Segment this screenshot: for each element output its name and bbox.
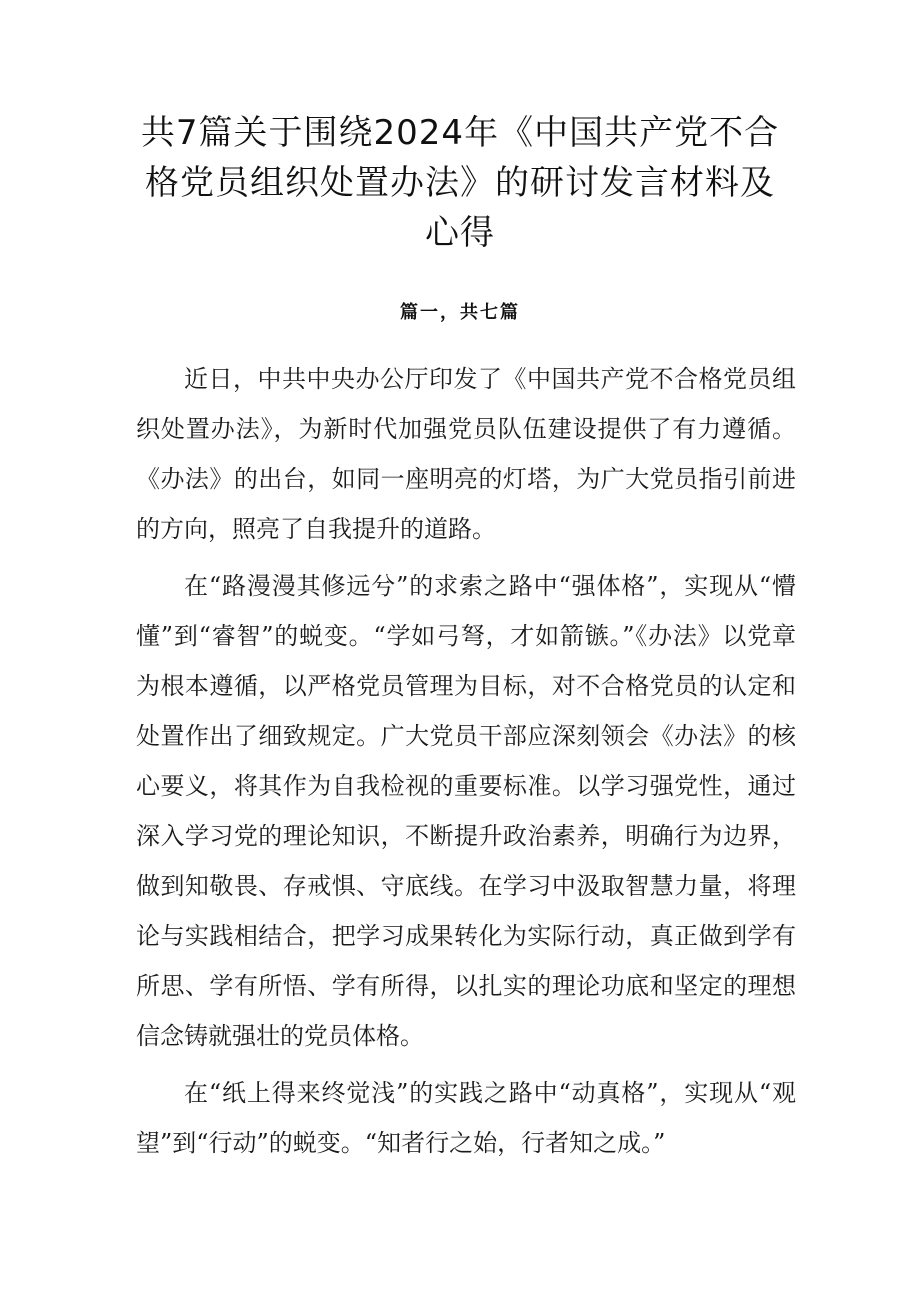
paragraph-3: 在“纸上得来终觉浅”的实践之路中“动真格”，实现从“观望”到“行动”的蜕变。“知者行之始，行者知之成。” [136, 1079, 796, 1157]
document-title: 共7篇关于围绕2024年《中国共产党不合格党员组织处置办法》的研讨发言材料及心得 [140, 113, 780, 253]
paragraph-2: 在“路漫漫其修远兮”的求索之路中“强体格”，实现从“懵懂”到“睿智”的蜕变。“学如弓弩，才如箭镞。”《办法》以党章为根本遵循，以严格党员管理为目标，对不合格党员的认定和处置作出了细致规定。广大党员干部应深刻领会《办法》的核心要义，将其作为自我检视的重要标准。以学习强党性，通过深入学习党的理论知识，不断提升政治素养，明确行为边界，做到知敬畏、存戒惧、守底线。在学习中汲取智慧力量，将理论与实践相结合，把学习成果转化为实际行动，真正做到学有所思、学有所悟、学有所得，以扎实的理论功底和坚定的理想信念铸就强壮的党员体格。 [136, 572, 796, 1050]
paragraph-1: 近日，中共中央办公厅印发了《中国共产党不合格党员组织处置办法》，为新时代加强党员队伍建设提供了有力遵循。《办法》的出台，如同一座明亮的灯塔，为广大党员指引前进的方向，照亮了自我提升的道路。 [136, 365, 796, 543]
section-heading: 篇一，共七篇 [400, 302, 520, 323]
